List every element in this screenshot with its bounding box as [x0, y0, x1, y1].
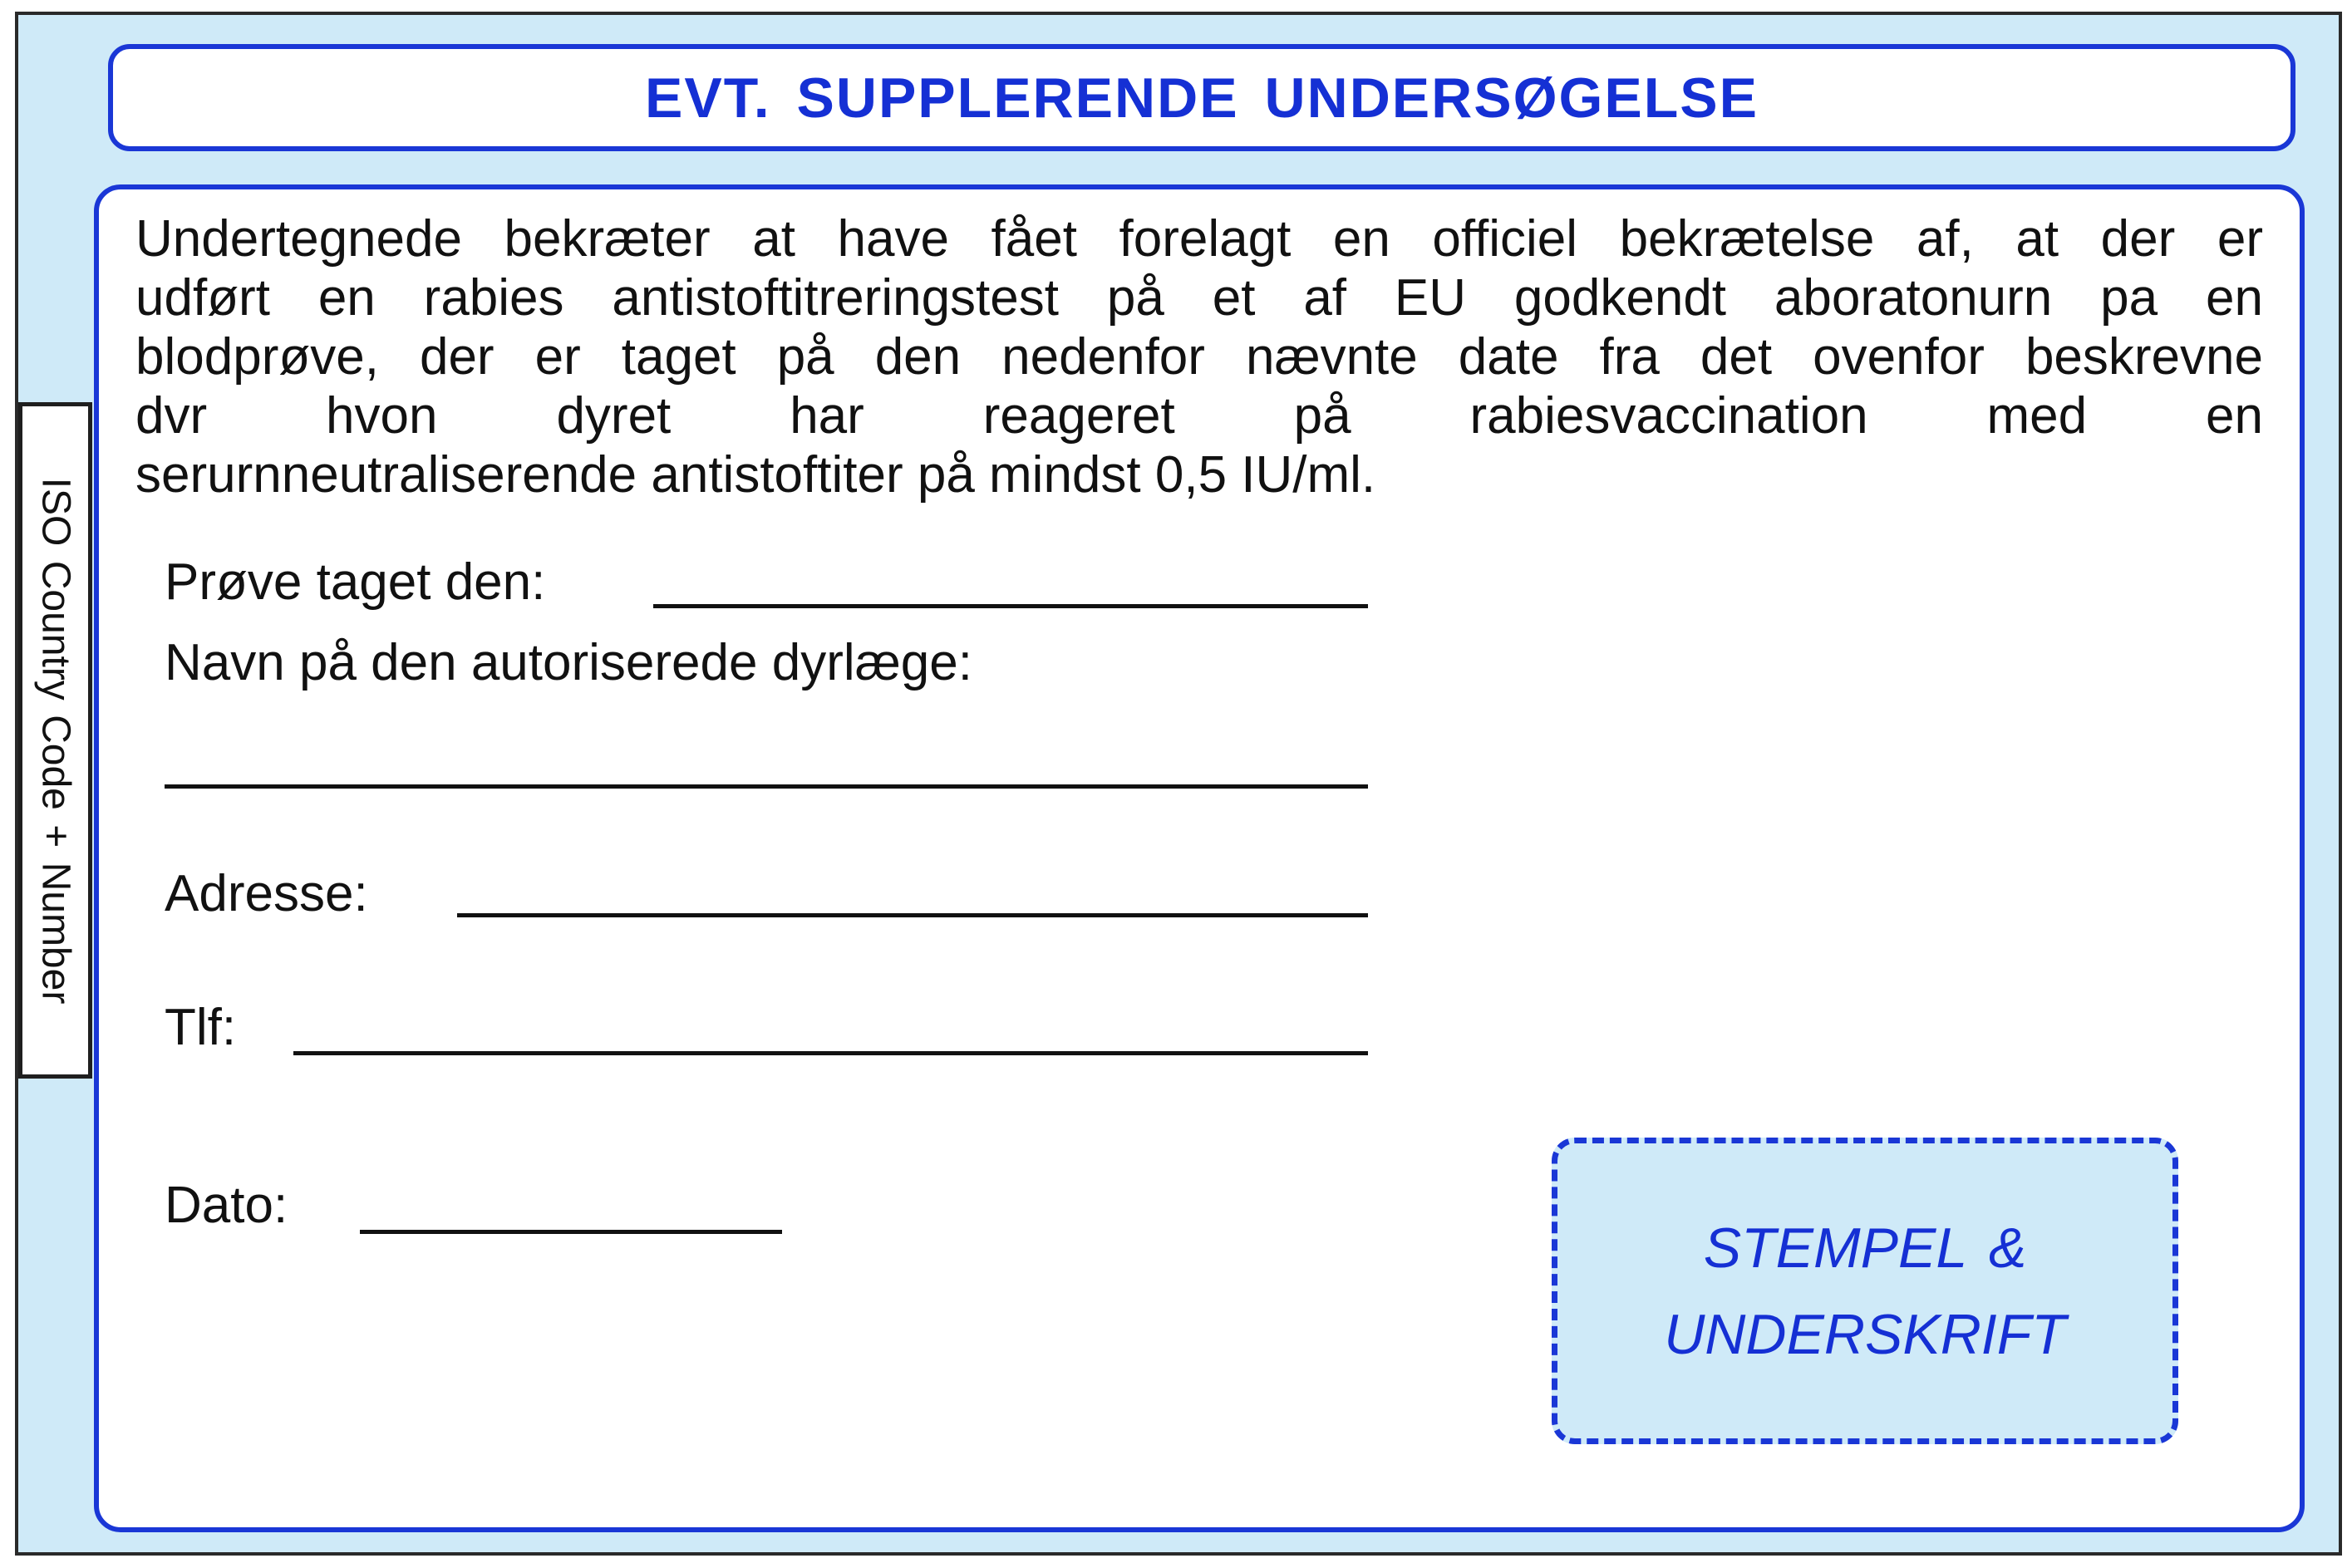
address-line[interactable]	[457, 913, 1368, 917]
iso-country-code-label: ISO Country Code + Number	[33, 477, 78, 1004]
title-banner	[108, 44, 2295, 151]
date-label: Dato:	[165, 1177, 288, 1234]
date-line[interactable]	[360, 1230, 782, 1234]
declaration-line: udført en rabies antistoftitreringstest på et af EU godkendt aboratonurn pa en	[135, 269, 2263, 327]
sample-date-label: Prøve taget den:	[165, 553, 546, 611]
stamp-signature-box[interactable]	[1552, 1138, 2178, 1444]
vet-name-line[interactable]	[165, 784, 1368, 789]
address-label: Adresse:	[165, 865, 368, 922]
declaration-line: Undertegnede bekræter at have fået forelagt en officiel bekrætelse af, at der er	[135, 210, 2263, 268]
declaration-line: dvr hvon dyret har reageret på rabiesvaccination med en	[135, 387, 2263, 445]
signature-label: UNDERSKRIFT	[1664, 1302, 2066, 1366]
declaration-line: blodprøve, der er taget på den nedenfor nævnte date fra det ovenfor beskrevne	[135, 328, 2263, 386]
phone-label: Tlf:	[165, 999, 237, 1056]
page-title: EVT. SUPPLERENDE UNDERSØGELSE	[644, 66, 1759, 130]
vet-name-label: Navn på den autoriserede dyrlæge:	[165, 634, 972, 691]
phone-line[interactable]	[293, 1051, 1368, 1055]
declaration-line: serurnneutraliserende antistoftiter på mindst 0,5 IU/ml.	[135, 446, 1376, 504]
sample-date-line[interactable]	[653, 604, 1368, 608]
iso-country-code-tab	[18, 402, 92, 1079]
declaration-paragraph	[135, 209, 2263, 504]
stamp-label: STEMPEL &	[1703, 1216, 2027, 1280]
